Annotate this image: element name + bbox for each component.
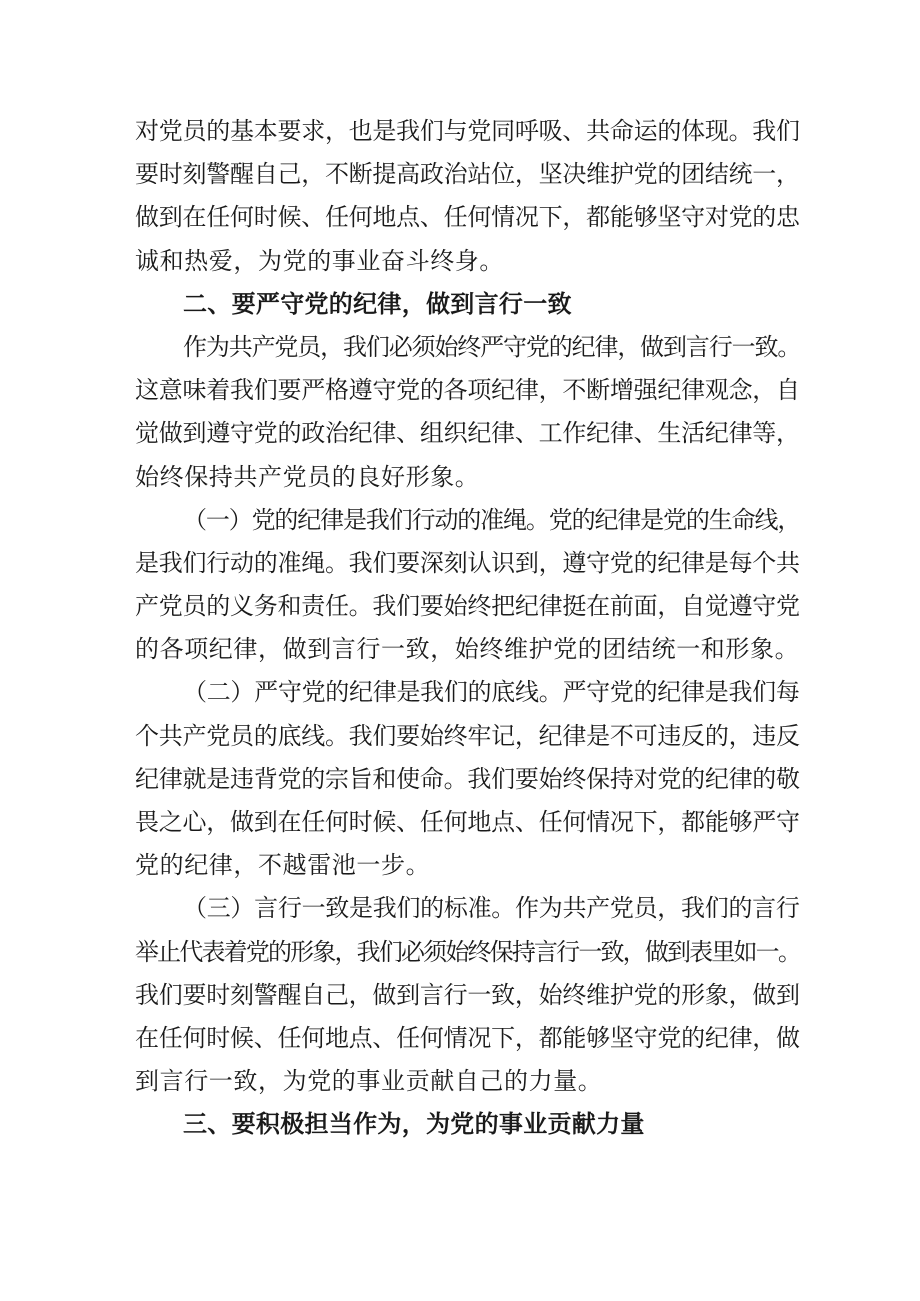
section-heading: 二、要严守党的纪律，做到言行一致 xyxy=(183,289,572,318)
body-text-line: 我们要时刻警醒自己，做到言行一致，始终维护党的形象，做到 xyxy=(135,980,800,1009)
body-text-line: 做到在任何时候、任何地点、任何情况下，都能够坚守对党的忠 xyxy=(135,203,800,232)
body-text-line: 这意味着我们要严格遵守党的各项纪律，不断增强纪律观念，自 xyxy=(135,376,800,405)
body-text-line: 作为共产党员，我们必须始终严守党的纪律，做到言行一致。 xyxy=(183,332,801,361)
body-text-line: 要时刻警醒自己，不断提高政治站位，坚决维护党的团结统一， xyxy=(135,160,800,189)
body-text-line: 个共产党员的底线。我们要始终牢记，纪律是不可违反的，违反 xyxy=(135,721,800,750)
body-text-line: 畏之心，做到在任何时候、任何地点、任何情况下，都能够严守 xyxy=(135,808,800,836)
body-text-line: 举止代表着党的形象，我们必须始终保持言行一致，做到表里如一。 xyxy=(135,937,800,966)
section-heading: 三、要积极担当作为，为党的事业贡献力量 xyxy=(183,1110,645,1139)
body-text-line: 的各项纪律，做到言行一致，始终维护党的团结统一和形象。 xyxy=(135,635,800,664)
body-text-line: 纪律就是违背党的宗旨和使命。我们要始终保持对党的纪律的敬 xyxy=(135,764,800,793)
body-text-line: 始终保持共产党员的良好形象。 xyxy=(135,462,480,491)
body-text-line: 到言行一致，为党的事业贡献自己的力量。 xyxy=(135,1067,603,1096)
body-text-line: 党的纪律，不越雷池一步。 xyxy=(135,851,431,880)
body-text-line: 是我们行动的准绳。我们要深刻认识到，遵守党的纪律是每个共 xyxy=(135,548,800,577)
body-text-line: 诚和热爱，为党的事业奋斗终身。 xyxy=(135,246,504,275)
body-text-line: 对党员的基本要求，也是我们与党同呼吸、共命运的体现。我们 xyxy=(135,117,800,145)
body-text-line: 产党员的义务和责任。我们要始终把纪律挺在前面，自觉遵守党 xyxy=(135,592,800,621)
body-text-line: 觉做到遵守党的政治纪律、组织纪律、工作纪律、生活纪律等， xyxy=(135,419,800,448)
body-text-line: （一）党的纪律是我们行动的准绳。党的纪律是党的生命线， xyxy=(183,505,801,534)
body-text-line: 在任何时候、任何地点、任何情况下，都能够坚守党的纪律，做 xyxy=(135,1023,800,1052)
document-body xyxy=(135,110,800,1147)
body-text-line: （二）严守党的纪律是我们的底线。严守党的纪律是我们每 xyxy=(183,678,800,707)
body-text-line: （三）言行一致是我们的标准。作为共产党员，我们的言行 xyxy=(183,894,800,923)
